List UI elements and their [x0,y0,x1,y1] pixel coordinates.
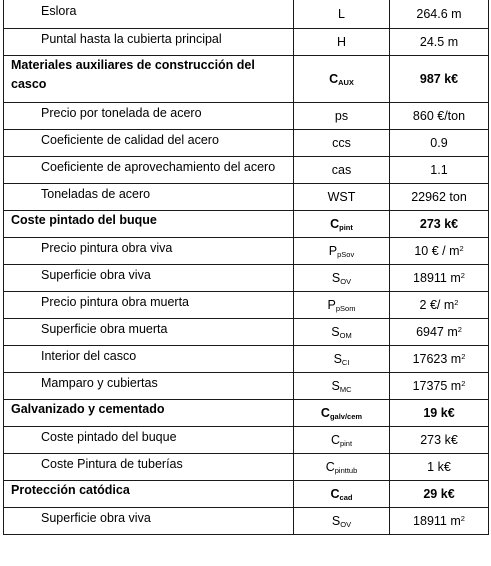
symbol-subscript: pSom [335,303,356,313]
symbol-cell [294,265,390,292]
value-text: 24.5 m [419,35,459,49]
symbol-cell [294,29,390,56]
symbol-text: C [320,405,330,420]
table-row [4,292,489,319]
symbol-cell [294,184,390,211]
table-row [4,0,489,29]
description-text: Toneladas de acero [41,187,151,201]
description-text: Interior del casco [41,349,137,363]
value-cell [390,454,489,481]
value-cell [390,319,489,346]
description-text: Eslora [41,4,77,18]
table-row [4,103,489,130]
symbol-cell [294,400,390,427]
description-text: Protección catódica [11,482,130,497]
value-cell [390,157,489,184]
description-text: Superficie obra viva [41,511,151,525]
description-text: Precio por tonelada de acero [41,106,202,120]
value-text: 19 k€ [423,406,455,420]
description-cell [4,319,294,346]
unit-superscript: 2 [454,298,459,307]
table-row [4,157,489,184]
value-cell [390,238,489,265]
value-cell [390,481,489,508]
description-text: Precio pintura obra viva [41,241,173,255]
symbol-text: ccs [332,136,351,150]
value-cell [390,508,489,535]
unit-superscript: 2 [461,352,466,361]
value-cell [390,427,489,454]
symbol-subscript: OV [340,519,352,529]
value-text: 17623 m [412,352,462,366]
description-cell [4,103,294,130]
symbol-subscript: galv/cem [329,411,363,421]
symbol-cell [294,454,390,481]
symbol-subscript: pint [339,438,353,448]
description-text: Materiales auxiliares de construcción del casco [11,58,255,91]
symbol-cell [294,0,390,29]
symbol-text: C [329,71,339,86]
value-cell [390,56,489,103]
table-row [4,130,489,157]
symbol-text: S [331,270,341,285]
value-cell [390,346,489,373]
value-cell [390,103,489,130]
symbol-text: L [338,7,345,21]
symbol-subscript: pint [339,222,353,232]
description-cell [4,292,294,319]
symbol-cell [294,130,390,157]
cost-table [3,0,489,535]
value-cell [390,184,489,211]
symbol-cell [294,238,390,265]
description-cell [4,508,294,535]
unit-superscript: 2 [459,244,464,253]
description-text: Coeficiente de calidad del acero [41,133,219,147]
value-cell [390,130,489,157]
symbol-text: WST [327,190,356,204]
symbol-subscript: AUX [338,77,354,87]
symbol-cell [294,157,390,184]
table-row [4,319,489,346]
description-text: Coeficiente de aprovechamiento del acero [41,160,276,174]
description-cell [4,238,294,265]
symbol-text: C [330,216,340,231]
value-text: 10 € / m [414,244,460,258]
table-row [4,346,489,373]
description-cell [4,184,294,211]
symbol-text: S [331,378,340,393]
description-cell [4,481,294,508]
section-header-row [4,211,489,238]
symbol-cell [294,211,390,238]
symbol-cell [294,319,390,346]
symbol-text: ps [334,109,349,123]
symbol-text: S [331,324,340,339]
symbol-cell [294,346,390,373]
symbol-subscript: pinttub [334,465,358,475]
value-text: 860 €/ton [412,109,466,123]
symbol-text: C [330,486,340,501]
value-cell [390,0,489,29]
description-cell [4,130,294,157]
value-text: 2 €/ m [419,298,455,312]
unit-superscript: 2 [457,325,462,334]
value-text: 273 k€ [419,217,459,231]
value-text: 0.9 [430,136,448,150]
symbol-text: P [327,297,336,312]
description-cell [4,427,294,454]
table-row [4,184,489,211]
description-cell [4,346,294,373]
unit-superscript: 2 [460,514,465,523]
value-text: 987 k€ [419,72,459,86]
description-text: Superficie obra viva [41,268,151,282]
symbol-subscript: CI [341,357,350,367]
value-text: 29 k€ [423,487,455,501]
value-text: 6947 m [416,325,458,339]
symbol-text: H [336,35,347,49]
table-row [4,373,489,400]
symbol-cell [294,292,390,319]
symbol-cell [294,56,390,103]
description-text: Puntal hasta la cubierta principal [41,32,222,46]
table-row [4,29,489,56]
symbol-text: S [333,351,342,366]
description-text: Mamparo y cubiertas [41,376,158,390]
value-text: 273 k€ [420,433,458,447]
description-cell [4,373,294,400]
description-cell [4,29,294,56]
description-cell [4,265,294,292]
value-cell [390,400,489,427]
table-row [4,454,489,481]
value-cell [390,29,489,56]
table-row [4,265,489,292]
description-cell [4,454,294,481]
symbol-subscript: MC [339,384,352,394]
section-header-row [4,56,489,103]
symbol-subscript: cad [339,492,353,502]
value-text: 1.1 [430,163,448,177]
symbol-cell [294,508,390,535]
symbol-subscript: pSov [337,249,355,259]
value-text: 1 k€ [427,460,451,474]
symbol-cell [294,373,390,400]
description-cell [4,400,294,427]
table-row [4,238,489,265]
description-cell [4,211,294,238]
description-cell [4,56,294,103]
cost-table-body [4,0,489,535]
value-cell [390,373,489,400]
description-text: Galvanizado y cementado [11,401,165,416]
value-cell [390,292,489,319]
value-text: 22962 ton [411,190,467,204]
unit-superscript: 2 [460,271,465,280]
value-cell [390,265,489,292]
value-text: 18911 m [413,271,461,285]
value-text: 264.6 m [416,7,462,21]
table-row [4,427,489,454]
symbol-text: cas [331,163,352,177]
symbol-cell [294,481,390,508]
description-text: Precio pintura obra muerta [41,295,189,309]
section-header-row [4,481,489,508]
description-cell [4,0,294,29]
value-text: 17375 m [412,379,462,393]
symbol-cell [294,103,390,130]
symbol-text: C [330,432,340,447]
symbol-text: C [325,459,335,474]
description-cell [4,157,294,184]
description-text: Coste pintado del buque [11,212,157,227]
symbol-subscript: OV [340,276,352,286]
value-cell [390,211,489,238]
symbol-text: S [331,513,341,528]
value-text: 18911 m [413,514,461,528]
description-text: Coste pintado del buque [41,430,177,444]
symbol-text: P [328,243,338,258]
symbol-subscript: OM [339,330,352,340]
description-text: Superficie obra muerta [41,322,168,336]
description-text: Coste Pintura de tuberías [41,457,183,471]
symbol-cell [294,427,390,454]
table-row [4,508,489,535]
section-header-row [4,400,489,427]
unit-superscript: 2 [461,379,466,388]
